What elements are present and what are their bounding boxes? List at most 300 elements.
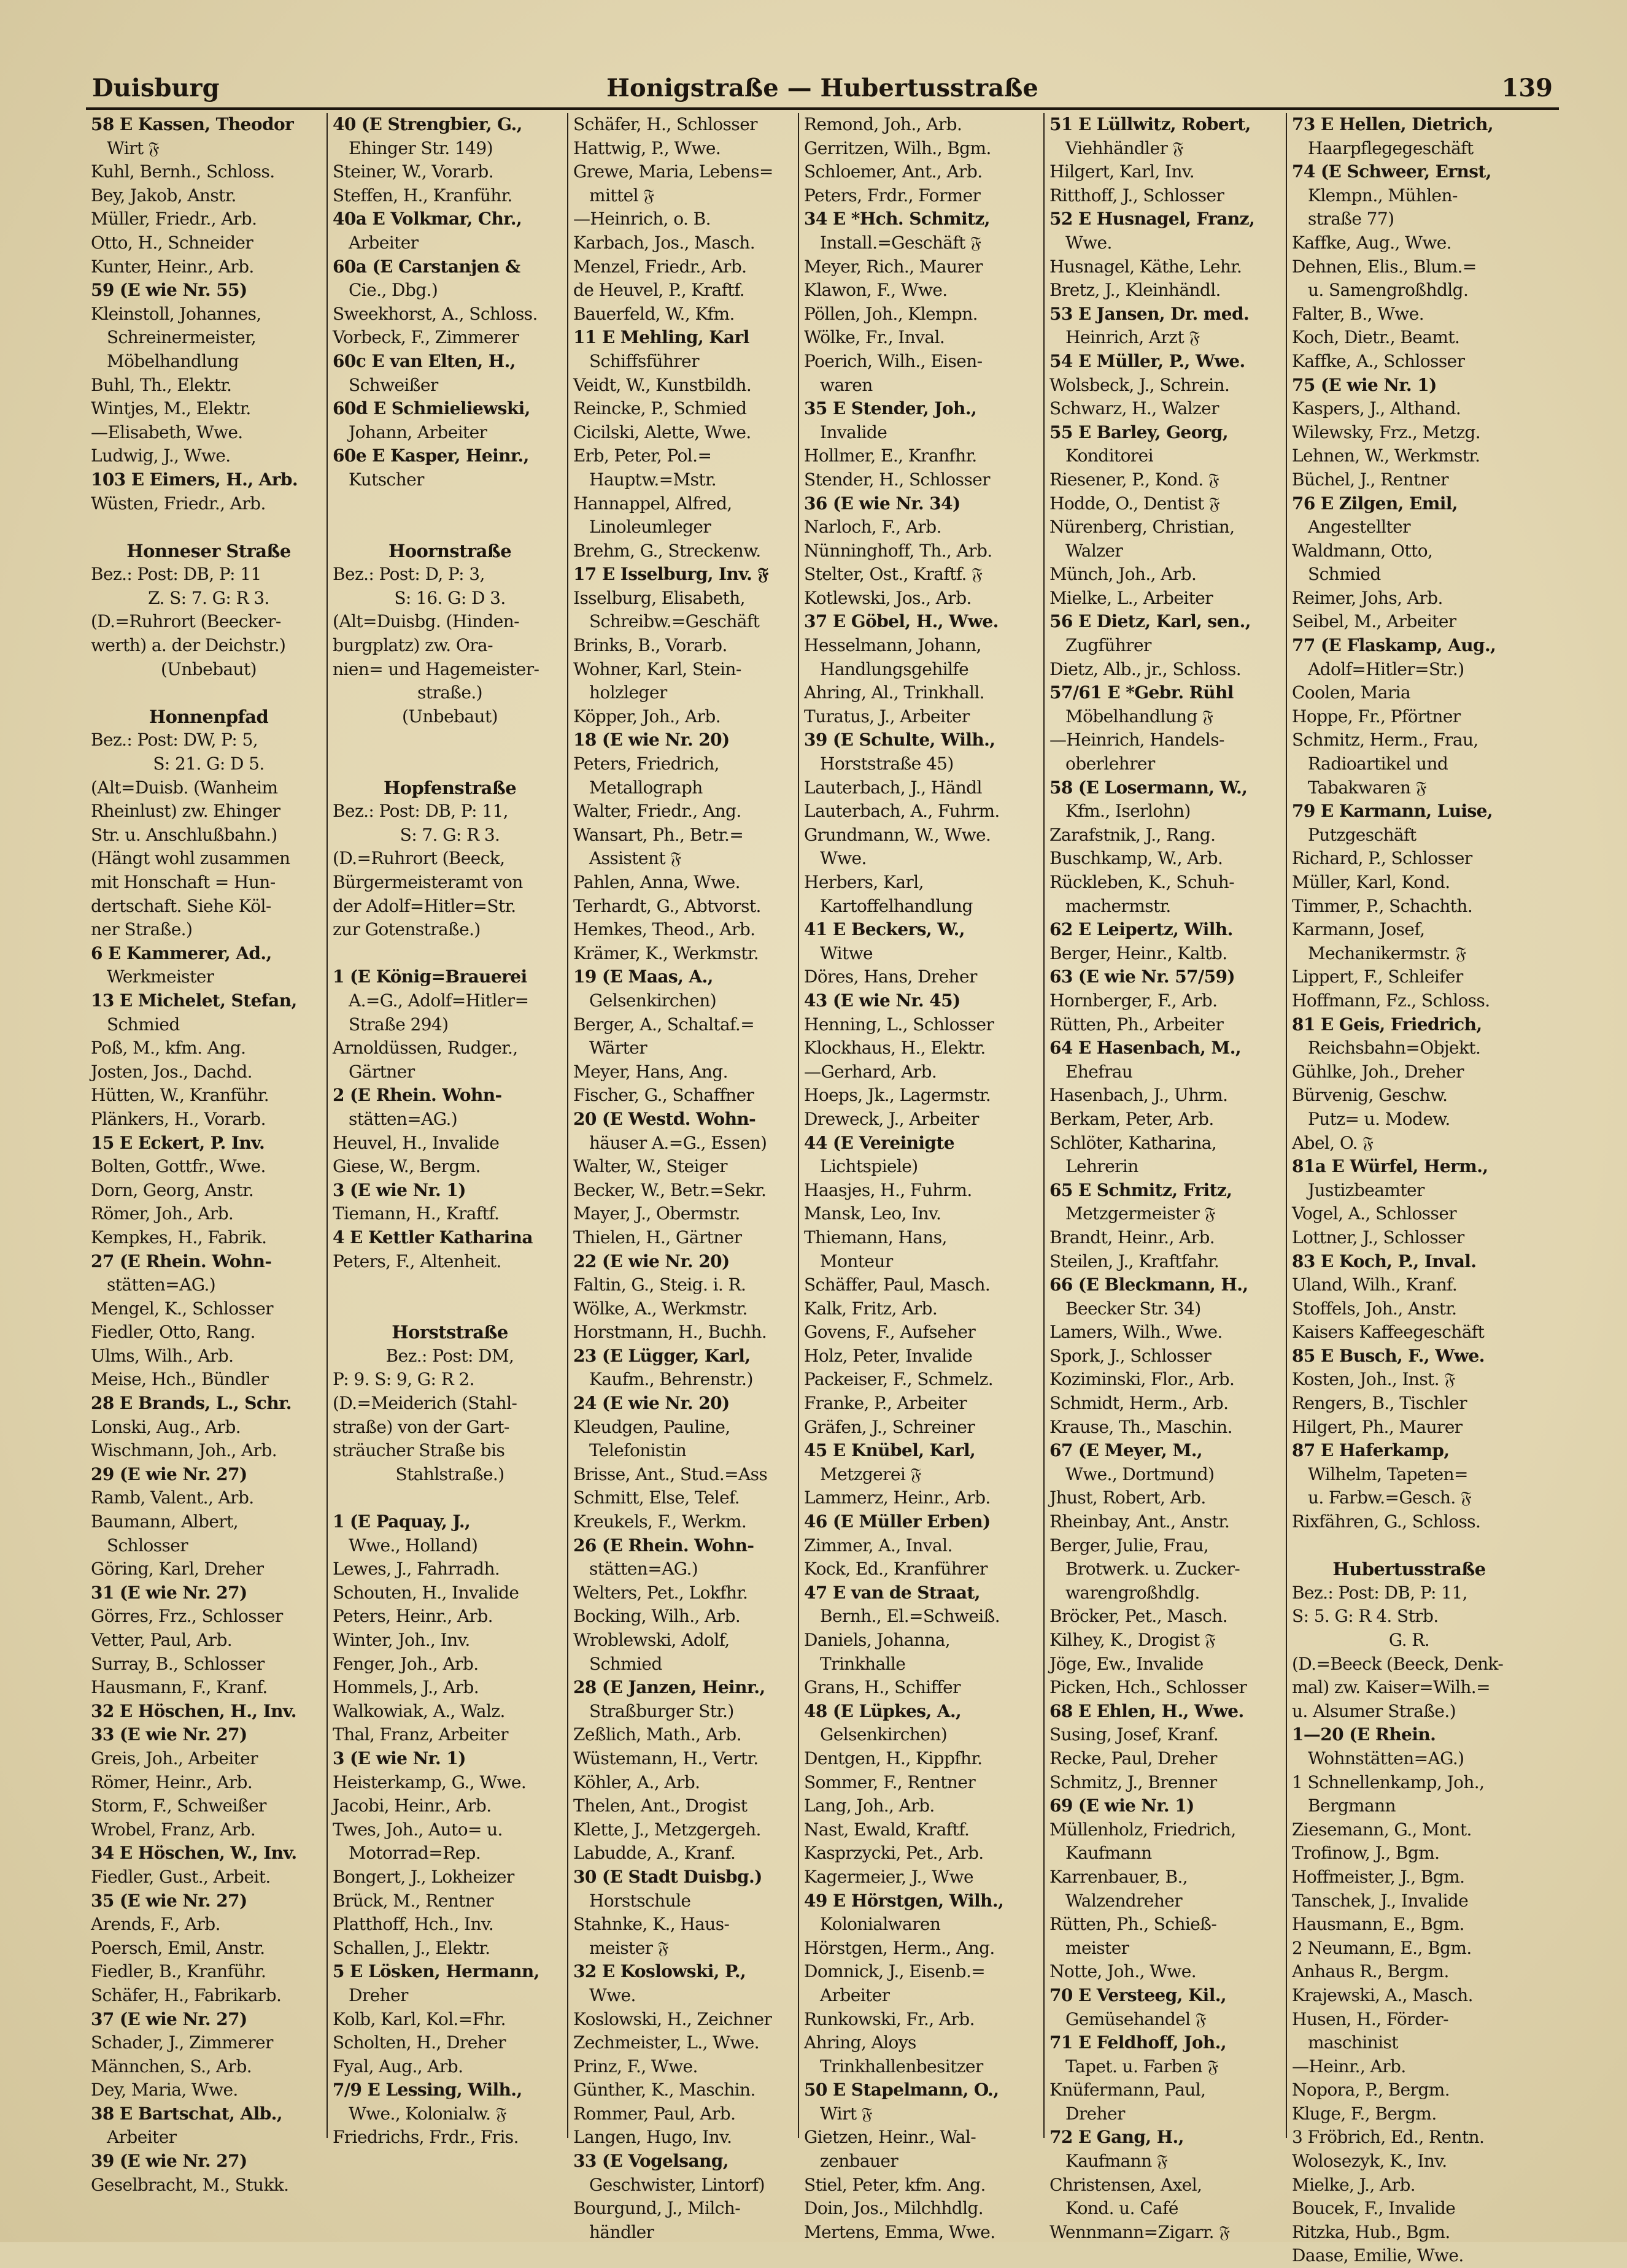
entry-line: Reimer, Johs, Arb. <box>1292 587 1443 608</box>
entry-line: Radioartikel und <box>1308 754 1448 774</box>
entry-line: Krause, Th., Maschin. <box>1049 1416 1232 1437</box>
house-number-line: 60a (E Carstanjen & <box>333 256 520 277</box>
entry-line: Nünninghoff, Th., Arb. <box>804 540 992 561</box>
entry-line: Recke, Paul, Dreher <box>1049 1748 1217 1768</box>
house-number-line: 37 E Göbel, H., Wwe. <box>804 611 999 632</box>
entry-line: Poerich, Wilh., Eisen- <box>804 350 983 371</box>
house-number-line: 77 (E Flaskamp, Aug., <box>1292 635 1496 656</box>
house-number-line: 54 E Müller, P., Wwe. <box>1049 350 1245 371</box>
entry-line: Gräfen, J., Schreiner <box>804 1416 975 1437</box>
house-number-line: 40a E Volkmar, Chr., <box>333 209 522 230</box>
entry-line: Bez.: Post: DM, <box>385 1345 514 1366</box>
entry-line: Mielke, L., Arbeiter <box>1049 587 1213 608</box>
entry-line: Holz, Peter, Invalide <box>804 1345 973 1366</box>
spacer <box>333 752 567 776</box>
entry-line: Metallograph <box>589 777 703 798</box>
entry-line: (D.=Meiderich (Stahl- <box>333 1393 517 1414</box>
entry-line: Thelen, Ant., Drogist <box>573 1796 748 1816</box>
entry-line: Nast, Ewald, Kraftf. <box>804 1819 970 1840</box>
entry-line: Kolb, Karl, Kol.=Fhr. <box>333 2008 506 2029</box>
entry-line: waren <box>820 374 873 395</box>
entry-line: Arnoldüssen, Rudger., <box>333 1038 518 1059</box>
entry-line: Berger, Julie, Frau, <box>1049 1535 1209 1556</box>
entry-line: Wwe. <box>1065 232 1112 253</box>
entry-line: Schwarz, H., Walzer <box>1049 398 1219 419</box>
entry-line: stätten=AG.) <box>107 1275 216 1295</box>
entry-line: Geschwister, Lintorf) <box>589 2174 765 2195</box>
entry-line: Vetter, Paul, Arb. <box>91 1630 233 1650</box>
entry-line: straße) von der Gart- <box>333 1416 509 1437</box>
house-number-line: 30 (E Stadt Duisbg.) <box>573 1866 762 1887</box>
entry-line: Bocking, Wilh., Arb. <box>573 1606 741 1627</box>
entry-line: Greis, Joh., Arbeiter <box>91 1748 258 1768</box>
entry-line: Scholten, H., Dreher <box>333 2032 506 2053</box>
entry-line: Ahring, Al., Trinkhall. <box>804 682 984 703</box>
entry-line: nien= und Hagemeister- <box>333 658 539 679</box>
entry-line: Lichtspiele) <box>820 1156 918 1177</box>
entry-line: —Gerhard, Arb. <box>804 1061 937 1082</box>
house-number-line: 58 E Kassen, Theodor <box>91 114 294 134</box>
entry-line: Zarafstnik, J., Rang. <box>1049 824 1216 845</box>
entry-line: Angestellter <box>1308 517 1410 538</box>
entry-line: Trofinow, J., Bgm. <box>1292 1843 1440 1864</box>
entry-line: dertschaft. Siehe Köl- <box>91 895 271 916</box>
house-number-line: 3 (E wie Nr. 1) <box>333 1748 466 1768</box>
entry-line: Hesselmann, Johann, <box>804 635 981 656</box>
entry-line: (D.=Beeck (Beeck, Denk- <box>1292 1653 1504 1674</box>
house-number-line: 72 E Gang, H., <box>1049 2127 1184 2148</box>
entry-line: Klempn., Mühlen- <box>1308 185 1458 206</box>
entry-line: Winter, Joh., Inv. <box>333 1630 470 1650</box>
entry-line: Poß, M., kfm. Ang. <box>91 1038 246 1059</box>
entry-line: (Alt=Duisbg. (Hinden- <box>333 611 519 632</box>
entry-line: Tapet. u. Farben 𝔉 <box>1065 2056 1218 2077</box>
entry-line: Schmied <box>107 1014 180 1035</box>
entry-line: Schloemer, Ant., Arb. <box>804 161 983 182</box>
spacer <box>333 1486 567 1510</box>
entry-line: Arbeiter <box>107 2127 177 2148</box>
entry-line: Stelter, Ost., Kraftf. 𝔉 <box>804 564 983 585</box>
entry-line: straße 77) <box>1308 209 1394 230</box>
entry-line: Fyal, Aug., Arb. <box>333 2056 463 2077</box>
entry-line: Kagermeier, J., Wwe <box>804 1866 973 1887</box>
entry-line: Kasprzycki, Pet., Arb. <box>804 1843 984 1864</box>
entry-line: Bröcker, Pet., Masch. <box>1049 1606 1227 1627</box>
entry-line: Grundmann, W., Wwe. <box>804 824 991 845</box>
page-number: 139 <box>1501 74 1553 102</box>
house-number-line: 70 E Versteeg, Kil., <box>1049 1984 1227 2005</box>
house-number-line: 26 (E Rhein. Wohn- <box>573 1535 754 1556</box>
entry-line: Uland, Wilh., Kranf. <box>1292 1275 1458 1295</box>
entry-line: Friedrichs, Frdr., Fris. <box>333 2127 519 2148</box>
entry-line: Stoffels, Joh., Anstr. <box>1292 1298 1457 1319</box>
entry-line: Doin, Jos., Milchhdlg. <box>804 2198 984 2219</box>
entry-line: Koch, Dietr., Beamt. <box>1292 327 1460 348</box>
entry-line: Peters, Frdr., Former <box>804 185 981 206</box>
house-number-line: 4 E Kettler Katharina <box>333 1227 533 1248</box>
entry-line: Vogel, A., Schlosser <box>1292 1203 1457 1224</box>
house-number-line: 62 E Leipertz, Wilh. <box>1049 919 1233 940</box>
entry-line: Bretz, J., Kleinhändl. <box>1049 280 1221 301</box>
column-6 <box>1286 113 1526 2266</box>
entry-line: Poersch, Emil, Anstr. <box>91 1937 265 1958</box>
house-number-line: 67 (E Meyer, M., <box>1049 1440 1203 1461</box>
house-number-line: 1—20 (E Rhein. <box>1292 1724 1436 1745</box>
entry-line: Domnick, J., Eisenb.= <box>804 1961 986 1982</box>
entry-line: Herbers, Karl, <box>804 872 924 892</box>
entry-line: Jacobi, Heinr., Arb. <box>333 1796 492 1816</box>
entry-line: Hörstgen, Herm., Ang. <box>804 1937 995 1958</box>
house-number-line: 31 (E wie Nr. 27) <box>91 1582 247 1603</box>
entry-line: (Alt=Duisb. (Wanheim <box>91 777 278 798</box>
entry-line: Schlöter, Katharina, <box>1049 1132 1217 1153</box>
entry-line: Klette, J., Metzgergeh. <box>573 1819 761 1840</box>
entry-line: u. Samengroßhdlg. <box>1308 280 1469 301</box>
entry-line: Lippert, F., Schleifer <box>1292 966 1463 987</box>
entry-line: Brisse, Ant., Stud.=Ass <box>573 1464 768 1484</box>
entry-line: Bez.: Post: D, P: 3, <box>333 564 485 585</box>
entry-line: Hauptw.=Mstr. <box>589 469 717 490</box>
house-number-line: 69 (E wie Nr. 1) <box>1049 1796 1194 1816</box>
entry-line: Mengel, K., Schlosser <box>91 1298 273 1319</box>
entry-line: Hoffmann, Fz., Schloss. <box>1292 990 1490 1011</box>
entry-line: Ritthoff, J., Schlosser <box>1049 185 1224 206</box>
house-number-line: 36 (E wie Nr. 34) <box>804 493 960 514</box>
entry-line: holzleger <box>589 682 667 703</box>
entry-line: Coolen, Maria <box>1292 682 1411 703</box>
entry-line: Hannappel, Alfred, <box>573 493 732 514</box>
entry-line: Schallen, J., Elektr. <box>333 1937 490 1958</box>
entry-line: Kleinstoll, Johannes, <box>91 303 261 324</box>
entry-line: P: 9. S: 9, G: R 2. <box>333 1369 474 1390</box>
entry-line: Wolosezyk, K., Inv. <box>1292 2151 1447 2172</box>
entry-line: Konditorei <box>1065 446 1153 466</box>
house-number-line: 71 E Feldhoff, Joh., <box>1049 2032 1226 2053</box>
entry-line: Haasjes, H., Fuhrm. <box>804 1179 972 1200</box>
entry-line: Wilhelm, Tapeten= <box>1308 1464 1468 1484</box>
entry-line: u. Farbw.=Gesch. 𝔉 <box>1308 1487 1472 1508</box>
entry-line: A.=G., Adolf=Hitler= <box>349 990 529 1011</box>
house-number-line: 32 E Höschen, H., Inv. <box>91 1700 296 1721</box>
entry-line: Stahnke, K., Haus- <box>573 1914 730 1935</box>
entry-line: Müller, Friedr., Arb. <box>91 209 257 230</box>
entry-line: Karrenbauer, B., <box>1049 1866 1188 1887</box>
entry-line: de Heuvel, P., Kraftf. <box>573 280 745 301</box>
spacer <box>91 681 327 705</box>
house-number-line: 34 E Höschen, W., Inv. <box>91 1843 297 1864</box>
entry-line: 1 Schnellenkamp, Joh., <box>1292 1772 1485 1792</box>
entry-line: Buhl, Th., Elektr. <box>91 374 232 395</box>
entry-line: Lammerz, Heinr., Arb. <box>804 1487 991 1508</box>
entry-line: Bauerfeld, W., Kfm. <box>573 303 735 324</box>
entry-line: Kaufmann 𝔉 <box>1065 2151 1167 2172</box>
house-number-line: 39 (E wie Nr. 27) <box>91 2151 247 2172</box>
entry-line: Wennmann=Zigarr. 𝔉 <box>1049 2221 1230 2242</box>
entry-line: Fiedler, Gust., Arbeit. <box>91 1866 271 1887</box>
entry-line: Justizbeamter <box>1308 1179 1424 1200</box>
entry-line: Str. u. Anschlußbahn.) <box>91 824 277 845</box>
house-number-line: 85 E Busch, F., Wwe. <box>1292 1345 1485 1366</box>
entry-line: Koziminski, Flor., Arb. <box>1049 1369 1235 1390</box>
entry-line: Buschkamp, W., Arb. <box>1049 848 1223 869</box>
entry-line: Kond. u. Café <box>1065 2198 1178 2219</box>
entry-line: Sweekhorst, A., Schloss. <box>333 303 538 324</box>
entry-line: Timmer, P., Schachth. <box>1292 895 1473 916</box>
entry-line: Stahlstraße.) <box>395 1464 504 1484</box>
entry-line: Rheinbay, Ant., Anstr. <box>1049 1511 1230 1532</box>
house-number-line: 59 (E wie Nr. 55) <box>91 280 247 301</box>
entry-line: Baumann, Albert, <box>91 1511 239 1532</box>
entry-line: Turatus, J., Arbeiter <box>804 706 970 727</box>
entry-line: Invalide <box>820 422 887 442</box>
house-number-line: 6 E Kammerer, Ad., <box>91 943 272 963</box>
entry-line: (D.=Ruhrort (Beecker- <box>91 611 281 632</box>
entry-line: Bez.: Post: DB, P: 11, <box>1292 1582 1467 1603</box>
entry-line: Münch, Joh., Arb. <box>1049 564 1197 585</box>
entry-line: Stiel, Peter, kfm. Ang. <box>804 2174 986 2195</box>
entry-line: Monteur <box>820 1251 893 1271</box>
entry-line: Schmidt, Herm., Arb. <box>1049 1393 1229 1414</box>
entry-line: Remond, Joh., Arb. <box>804 114 962 134</box>
house-number-line: 55 E Barley, Georg, <box>1049 422 1228 442</box>
spacer <box>333 728 567 752</box>
entry-line: Packeiser, F., Schmelz. <box>804 1369 994 1390</box>
entry-line: Wwe. <box>820 848 867 869</box>
entry-line: Josten, Jos., Dachd. <box>91 1061 252 1082</box>
entry-line: Wansart, Ph., Betr.= <box>573 824 744 845</box>
entry-line: Kosten, Joh., Inst. 𝔉 <box>1292 1369 1455 1390</box>
entry-line: —Elisabeth, Wwe. <box>91 422 243 442</box>
entry-line: (Hängt wohl zusammen <box>91 848 290 869</box>
entry-line: Mielke, J., Arb. <box>1292 2174 1416 2195</box>
entry-line: Wwe., Dortmund) <box>1065 1464 1215 1484</box>
entry-line: Faltin, G., Steig. i. R. <box>573 1275 746 1295</box>
entry-line: Kilhey, K., Drogist 𝔉 <box>1049 1630 1216 1650</box>
entry-line: Karbach, Jos., Masch. <box>573 232 756 253</box>
entry-line: Plänkers, H., Vorarb. <box>91 1108 266 1129</box>
entry-line: Govens, F., Aufseher <box>804 1322 976 1343</box>
house-number-line: 1 (E König=Brauerei <box>333 966 527 987</box>
entry-line: (D.=Ruhrort (Beeck, <box>333 848 505 869</box>
house-number-line: 79 E Karmann, Luise, <box>1292 801 1493 822</box>
entry-line: Becker, W., Betr.=Sekr. <box>573 1179 767 1200</box>
entry-line: Adolf=Hitler=Str.) <box>1308 658 1464 679</box>
entry-line: Nürenberg, Christian, <box>1049 517 1235 538</box>
street-heading: Hopfenstraße <box>383 777 517 798</box>
entry-line: Brandt, Heinr., Arb. <box>1049 1227 1215 1248</box>
house-number-line: 46 (E Müller Erben) <box>804 1511 991 1532</box>
entry-line: Stender, H., Schlosser <box>804 469 990 490</box>
entry-line: Wwe., Kolonialw. 𝔉 <box>349 2103 506 2124</box>
entry-line: Walkowiak, A., Walz. <box>333 1700 505 1721</box>
entry-line: Steilen, J., Kraftfahr. <box>1049 1251 1219 1271</box>
entry-line: Wrobel, Franz, Arb. <box>91 1819 256 1840</box>
entry-line: Lauterbach, A., Fuhrm. <box>804 801 1000 822</box>
entry-line: Install.=Geschäft 𝔉 <box>820 232 981 253</box>
entry-line: Zimmer, A., Inval. <box>804 1535 953 1556</box>
house-number-line: 17 E Isselburg, Inv. 𝔉 <box>573 564 768 585</box>
entry-line: Hilgert, Karl, Inv. <box>1049 161 1195 182</box>
entry-line: Ritzka, Hub., Bgm. <box>1292 2221 1450 2242</box>
entry-line: mittel 𝔉 <box>589 185 654 206</box>
entry-line: Dietz, Alb., jr., Schloss. <box>1049 658 1242 679</box>
entry-line: S: 5. G: R 4. Strb. <box>1292 1606 1439 1627</box>
entry-line: Erb, Peter, Pol.= <box>573 446 712 466</box>
entry-line: Schäffer, Paul, Masch. <box>804 1275 991 1295</box>
entry-line: Walzer <box>1065 540 1123 561</box>
entry-line: Bürvenig, Geschw. <box>1292 1085 1448 1106</box>
entry-line: —Heinrich, o. B. <box>573 209 711 230</box>
entry-line: Dreher <box>1065 2103 1125 2124</box>
entry-line: Peters, F., Altenheit. <box>333 1251 501 1271</box>
entry-line: Walzendreher <box>1065 1890 1183 1911</box>
entry-line: Thiemann, Hans, <box>804 1227 947 1248</box>
entry-line: Dorn, Georg, Anstr. <box>91 1179 254 1200</box>
entry-line: Kaffke, A., Schlosser <box>1292 350 1465 371</box>
entry-line: Giese, W., Bergm. <box>333 1156 481 1177</box>
entry-line: Spork, J., Schlosser <box>1049 1345 1212 1366</box>
house-number-line: 58 (E Losermann, W., <box>1049 777 1248 798</box>
entry-line: Schreibw.=Geschäft <box>589 611 760 632</box>
house-number-line: 66 (E Bleckmann, H., <box>1049 1275 1248 1295</box>
entry-line: Bongert, J., Lokheizer <box>333 1866 514 1887</box>
house-number-line: 64 E Hasenbach, M., <box>1049 1038 1242 1059</box>
entry-line: Rixfähren, G., Schloss. <box>1292 1511 1481 1532</box>
entry-line: Bey, Jakob, Anstr. <box>91 185 236 206</box>
entry-line: Hommels, J., Arb. <box>333 1677 479 1698</box>
entry-line: warengroßhdlg. <box>1065 1582 1200 1603</box>
entry-line: Meyer, Hans, Ang. <box>573 1061 728 1082</box>
entry-line: Ramb, Valent., Arb. <box>91 1487 254 1508</box>
entry-line: 2 Neumann, E., Bgm. <box>1292 1937 1472 1958</box>
house-number-line: 33 (E Vogelsang, <box>573 2151 728 2172</box>
city-name: Duisburg <box>92 74 220 102</box>
entry-line: Steffen, H., Kranführ. <box>333 185 512 206</box>
entry-line: Brehm, G., Streckenw. <box>573 540 761 561</box>
entry-line: Schouten, H., Invalide <box>333 1582 519 1603</box>
entry-line: Kempkes, H., Fabrik. <box>91 1227 267 1248</box>
entry-line: Schäfer, H., Fabrikarb. <box>91 1984 282 2005</box>
entry-line: Abel, O. 𝔉 <box>1292 1132 1374 1153</box>
entry-line: Bürgermeisteramt von <box>333 872 523 892</box>
entry-line: Straßburger Str.) <box>589 1700 734 1721</box>
entry-line: Schäfer, H., Schlosser <box>573 114 757 134</box>
entry-line: Gerritzen, Wilh., Bgm. <box>804 137 991 158</box>
entry-line: Telefonistin <box>589 1440 687 1461</box>
entry-line: Göring, Karl, Dreher <box>91 1559 264 1580</box>
house-number-line: 40 (E Strengbier, G., <box>333 114 522 134</box>
entry-line: Hasenbach, J., Uhrm. <box>1049 1085 1228 1106</box>
entry-line: Wohner, Karl, Stein- <box>573 658 741 679</box>
entry-line: Rommer, Paul, Arb. <box>573 2103 736 2124</box>
entry-line: Kreukels, F., Werkm. <box>573 1511 747 1532</box>
entry-line: Hilgert, Ph., Maurer <box>1292 1416 1463 1437</box>
entry-line: Schmitz, Herm., Frau, <box>1292 730 1478 750</box>
entry-line: Kolonialwaren <box>820 1914 941 1935</box>
house-number-line: 83 E Koch, P., Inval. <box>1292 1251 1477 1271</box>
entry-line: Wirt 𝔉 <box>107 137 159 158</box>
entry-line: Assistent 𝔉 <box>589 848 681 869</box>
entry-line: Schmitz, J., Brenner <box>1049 1772 1217 1792</box>
entry-line: händler <box>589 2221 654 2242</box>
entry-line: Müller, Karl, Kond. <box>1292 872 1450 892</box>
entry-line: Narloch, F., Arb. <box>804 517 941 538</box>
entry-line: Trinkhallenbesitzer <box>820 2056 983 2077</box>
house-number-line: 37 (E wie Nr. 27) <box>91 2008 247 2029</box>
house-number-line: 35 E Stender, Joh., <box>804 398 977 419</box>
entry-line: Labudde, A., Kranf. <box>573 1843 736 1864</box>
house-number-line: 27 (E Rhein. Wohn- <box>91 1251 272 1271</box>
house-number-line: 33 (E wie Nr. 27) <box>91 1724 247 1745</box>
house-number-line: 44 (E Vereinigte <box>804 1132 954 1153</box>
house-number-line: 41 E Beckers, W., <box>804 919 965 940</box>
house-number-line: 32 E Koslowski, P., <box>573 1961 746 1982</box>
street-heading: Horststraße <box>392 1322 508 1343</box>
entry-line: Wwe. <box>589 1984 636 2005</box>
entry-line: Beecker Str. 34) <box>1065 1298 1201 1319</box>
house-number-line: 76 E Zilgen, Emil, <box>1292 493 1458 514</box>
house-number-line: 103 E Eimers, H., Arb. <box>91 469 298 490</box>
entry-line: meister <box>1065 1937 1129 1958</box>
entry-line: Fiedler, B., Kranführ. <box>91 1961 266 1982</box>
house-number-line: 87 E Haferkamp, <box>1292 1440 1450 1461</box>
entry-line: Hollmer, E., Kranfhr. <box>804 446 977 466</box>
entry-line: Hausmann, F., Kranf. <box>91 1677 268 1698</box>
entry-line: Lehnen, W., Werkmstr. <box>1292 446 1480 466</box>
entry-line: Kfm., Iserlohn) <box>1065 801 1191 822</box>
entry-line: Gelsenkirchen) <box>589 990 717 1011</box>
street-heading: Honneser Straße <box>126 540 291 561</box>
entry-line: Tabakwaren 𝔉 <box>1308 777 1426 798</box>
entry-line: Meise, Hch., Bündler <box>91 1369 269 1390</box>
entry-line: Knüfermann, Paul, <box>1049 2080 1206 2100</box>
entry-line: S: 16. G: D 3. <box>394 587 506 608</box>
entry-line: Haarpflegegeschäft <box>1308 137 1474 158</box>
entry-line: Kunter, Heinr., Arb. <box>91 256 254 277</box>
entry-line: Bourgund, J., Milch- <box>573 2198 741 2219</box>
entry-line: Kluge, F., Bergm. <box>1292 2103 1437 2124</box>
entry-line: Heisterkamp, G., Wwe. <box>333 1772 527 1792</box>
entry-line: Mertens, Emma, Wwe. <box>804 2221 995 2242</box>
entry-line: sträucher Straße bis <box>333 1440 505 1461</box>
entry-line: Hoeps, Jk., Lagermstr. <box>804 1085 991 1106</box>
spacer <box>333 1297 567 1321</box>
entry-line: Rütten, Ph., Arbeiter <box>1049 1014 1224 1035</box>
entry-line: Kaisers Kaffeegeschäft <box>1292 1322 1485 1343</box>
entry-line: straße.) <box>417 682 482 703</box>
entry-line: Kutscher <box>349 469 424 490</box>
entry-line: Klawon, F., Wwe. <box>804 280 948 301</box>
entry-line: Schmied <box>1308 564 1381 585</box>
entry-line: Franke, P., Arbeiter <box>804 1393 967 1414</box>
entry-line: Wolsbeck, J., Schrein. <box>1049 374 1230 395</box>
entry-line: Ludwig, J., Wwe. <box>91 446 231 466</box>
entry-line: Männchen, S., Arb. <box>91 2056 252 2077</box>
house-number-line: 43 (E wie Nr. 45) <box>804 990 960 1011</box>
house-number-line: 18 (E wie Nr. 20) <box>573 730 730 750</box>
entry-line: Menzel, Friedr., Arb. <box>573 256 747 277</box>
entry-line: ner Straße.) <box>91 919 193 940</box>
house-number-line: 51 E Lüllwitz, Robert, <box>1049 114 1251 134</box>
entry-line: Metzgerei 𝔉 <box>820 1464 921 1484</box>
entry-line: Waldmann, Otto, <box>1292 540 1433 561</box>
entry-line: Gietzen, Heinr., Wal- <box>804 2127 976 2148</box>
house-number-line: 11 E Mehling, Karl <box>573 327 749 348</box>
entry-line: stätten=AG.) <box>349 1108 458 1129</box>
entry-line: Berkam, Peter, Arb. <box>1049 1108 1214 1129</box>
spacer <box>91 515 327 539</box>
entry-line: Kartoffelhandlung <box>820 895 973 916</box>
